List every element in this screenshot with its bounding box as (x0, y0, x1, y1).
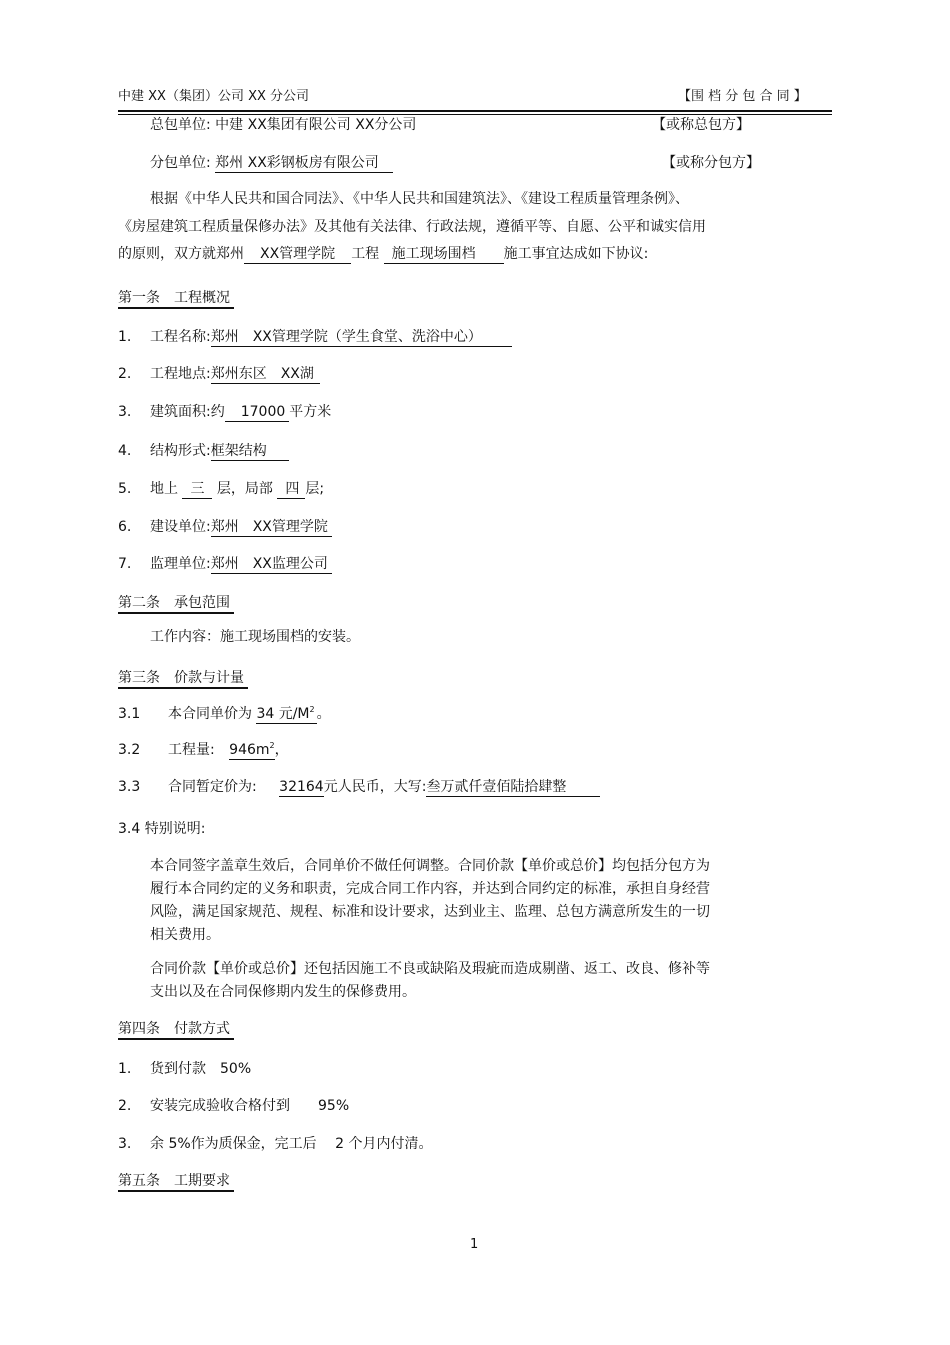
special-note-paragraph-2: 合同价款【单价或总价】还包括因施工不良或缺陷及瑕疵而造成剔凿、返工、改良、修补等 支出以及在合同保修期内发生的保修费用。 (150, 961, 710, 1000)
article-2-title: 第二条 承包范围 (118, 594, 234, 614)
general-contractor-label: 总包单位: (150, 117, 211, 133)
article-3-item-2: 3.2 工程量: $946m^2$， (118, 741, 289, 758)
article-3-item-4-label: 3.4 特别说明: (118, 821, 206, 837)
article-4-title: 第四条 付款方式 (118, 1020, 234, 1040)
supervisor-value: 郑州 XX监理公司 (211, 556, 332, 574)
contract-price-value: 32164 (279, 779, 324, 795)
article-4-item-3: 3. 余 5%作为质保金，完工后 2 个月内付清。 (118, 1136, 433, 1152)
intro-line-3-a: 的原则，双方就郑州 (118, 246, 244, 262)
article-1-title: 第一条 工程概况 (118, 289, 234, 309)
subcontractor-name: 郑州 XX彩钢板房有限公司 (215, 155, 393, 173)
article-5-title: 第五条 工期要求 (118, 1172, 234, 1192)
article-3-title: 第三条 价款与计量 (118, 669, 248, 689)
article-3-item-1: 3.1 本合同单价为 34 元$/M^2$ 。 (118, 705, 331, 722)
quantity-value: $946m^2$ (229, 741, 275, 758)
header-left: 中建 XX（集团）公司 XX 分公司 (118, 89, 310, 104)
article-3-item-3: 3.3 合同暂定价为: 32164元人民币，大写:叁万贰仟壹佰陆拾肆整 (118, 778, 600, 797)
floors-partial-value: 四 (277, 481, 305, 499)
structure-type-value: 框架结构 (211, 443, 289, 461)
special-note-paragraph-1: 本合同签字盖章生效后，合同单价不做任何调整。合同价款【单价或总价】均包括分包方为 履行本合同约定的义务和职责，完成合同工作内容，并达到合同约定的标准，承担自身经营 风险，满足国家规范、规程、标准和设计要求，达到业主、监理、总包方满意所发生的一切 相关费用。 (150, 858, 710, 943)
contract-price-words: 叁万贰仟壹佰陆拾肆整 (426, 779, 600, 797)
project-location-value: 郑州东区 XX湖 (211, 366, 320, 384)
intro-line-1: 根据《中华人民共和国合同法》、《中华人民共和国建筑法》、《建设工程质量管理条例》、 (150, 191, 689, 207)
building-area-value: 17000 (225, 404, 290, 422)
subcontractor-label: 分包单位: (150, 155, 211, 171)
article-4-item-1: 1. 货到付款 50% (118, 1061, 252, 1077)
intro-line-2: 《房屋建筑工程质量保修办法》及其他有关法律、行政法规，遵循平等、自愿、公平和诚实信用 (118, 219, 706, 235)
subcontractor-alias: 【或称分包方】 (662, 155, 760, 171)
unit-price-value: 34 元$/M^2$ (256, 705, 315, 722)
intro-line-3 (118, 245, 648, 264)
general-contractor-line (150, 116, 416, 134)
article-2-content: 工作内容：施工现场围档的安装。 (150, 629, 360, 645)
intro-project-name: XX管理学院 (244, 246, 351, 264)
intro-line-3-c: 施工事宜达成如下协议: (503, 246, 649, 262)
header-rule-thin (118, 114, 832, 115)
article-1-item-1: 1. 工程名称:郑州 XX管理学院（学生食堂、洗浴中心） (118, 328, 512, 347)
owner-value: 郑州 XX管理学院 (211, 519, 332, 537)
header-rule-thick (118, 110, 832, 112)
page-number: 1 (470, 1237, 479, 1252)
project-name-value: 郑州 XX管理学院（学生食堂、洗浴中心） (211, 329, 512, 347)
header-right: 【围 档 分 包 合 同 】 (678, 89, 807, 104)
intro-line-3-b: 工程 (351, 246, 380, 262)
article-1-item-7: 7. 监理单位:郑州 XX监理公司 (118, 555, 332, 574)
intro-scope: 施工现场围档 (384, 246, 504, 264)
general-contractor-alias: 【或称总包方】 (652, 117, 750, 133)
article-1-item-3: 3. 建筑面积:约 17000 平方米 (118, 404, 332, 420)
article-4-item-2: 2. 安装完成验收合格付到 95% (118, 1098, 350, 1114)
article-1-item-6: 6. 建设单位:郑州 XX管理学院 (118, 518, 332, 537)
general-contractor-name: 中建 XX集团有限公司 XX分公司 (215, 117, 417, 133)
article-1-item-2: 2. 工程地点:郑州东区 XX湖 (118, 365, 320, 384)
article-1-item-4: 4. 结构形式:框架结构 (118, 442, 289, 461)
subcontractor-line (150, 154, 393, 173)
floors-above-value: 三 (182, 481, 212, 499)
article-1-item-5: 5. 地上 三 层，局部 四 层; (118, 481, 325, 497)
